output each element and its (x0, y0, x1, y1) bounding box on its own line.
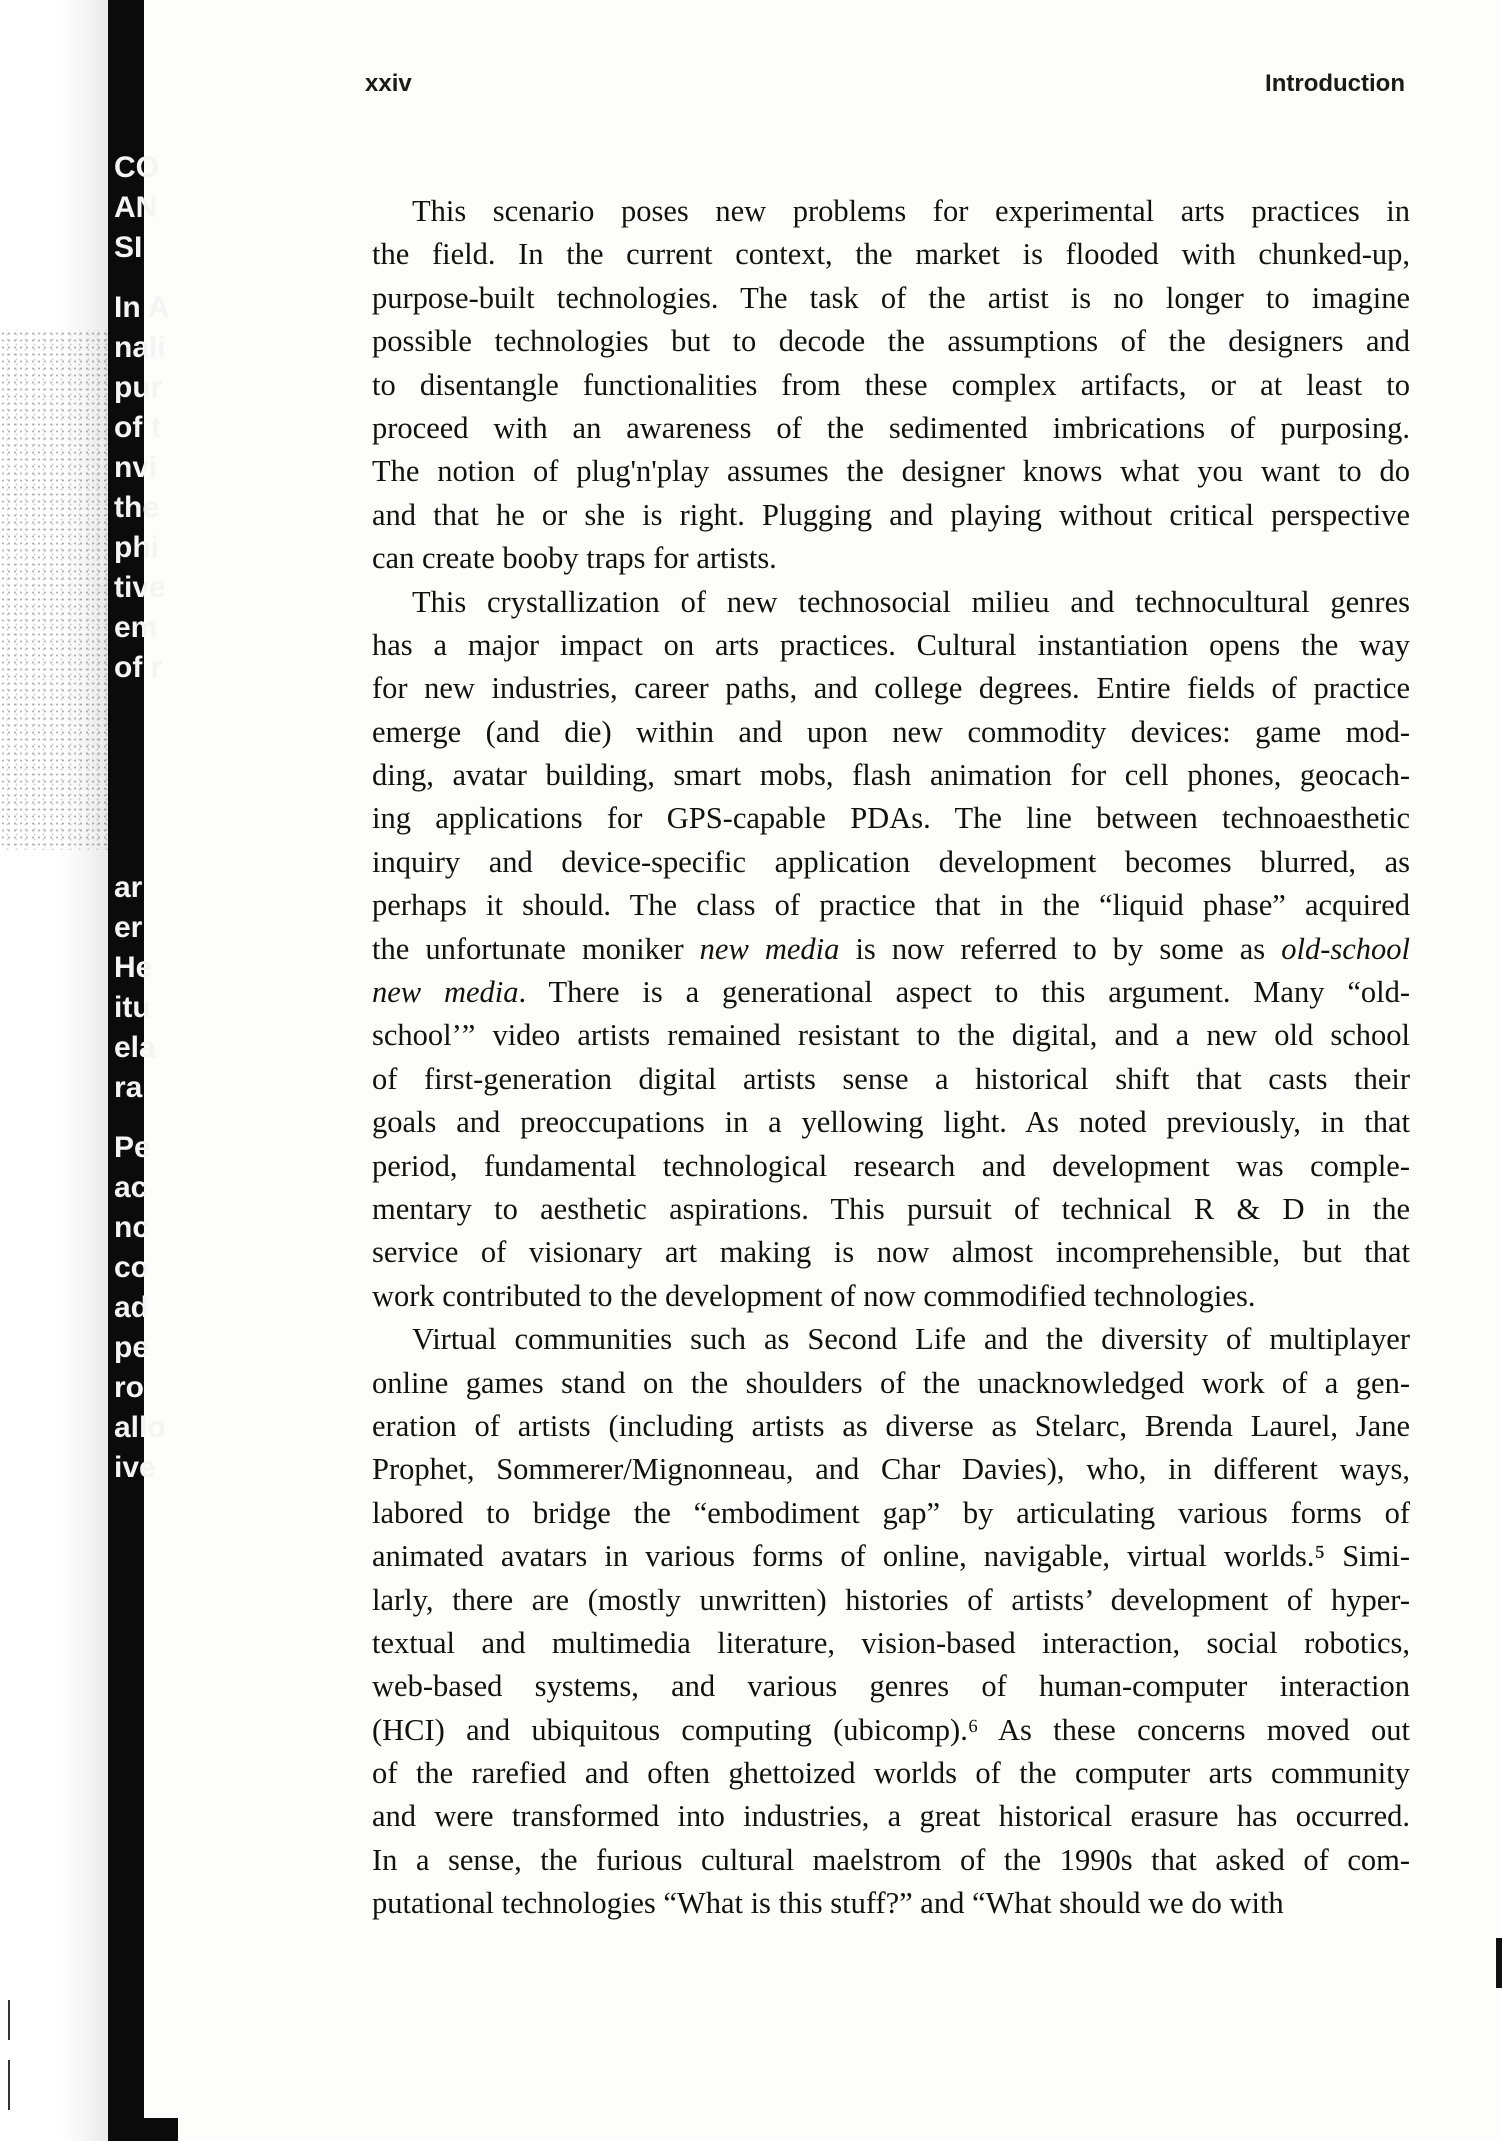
facing-page-fragment: ro (114, 1371, 144, 1404)
facing-page-fragment: co (114, 1251, 150, 1284)
facing-page-fragment: SI (114, 231, 143, 264)
text-line: new media. There is a generational aspect to this argument. Many “old- (372, 975, 1410, 1010)
text-line: perhaps it should. The class of practice that in the “liquid phase” acquired (372, 888, 1410, 923)
facing-page-fragment: tive (114, 571, 166, 604)
text-line: proceed with an awareness of the sedimented imbrications of purposing. (372, 410, 1410, 445)
chapter-title: Introduction (1265, 70, 1405, 97)
text-line: In a sense, the furious cultural maelstrom of the 1990s that asked of com- (372, 1842, 1410, 1877)
facing-page-fragment: of t (114, 411, 161, 444)
facing-page-fragment: nali (114, 331, 166, 364)
text-line: online games stand on the shoulders of the unacknowledged work of a gen- (372, 1365, 1410, 1400)
facing-page-fragment: ive (114, 1451, 156, 1484)
facing-page-fragment: ra (114, 1071, 143, 1104)
facing-page-fragment: of r (114, 651, 163, 684)
text-line: possible technologies but to decode the assumptions of the designers and (372, 324, 1410, 359)
text-line: purpose-built technologies. The task of the artist is no longer to imagine (372, 280, 1410, 315)
text-line: larly, there are (mostly unwritten) histories of artists’ development of hyper- (372, 1582, 1410, 1617)
text-line: This scenario poses new problems for experimental arts practices in (412, 194, 1410, 228)
text-line: period, fundamental technological research and development was comple- (372, 1148, 1410, 1183)
facing-page-fragment: AN (114, 191, 158, 224)
facing-page-fragment: ela (114, 1031, 156, 1064)
text-line: the field. In the current context, the market is flooded with chunked-up, (372, 237, 1410, 272)
scan-speckle-noise (0, 330, 110, 850)
body-text (372, 190, 1410, 1926)
text-line: has a major impact on arts practices. Cultural instantiation opens the way (372, 627, 1410, 662)
facing-page-fragment: pe (114, 1331, 150, 1364)
scan-dash-mark (8, 2060, 10, 2110)
facing-page-fragment: allo (114, 1411, 166, 1444)
text-line: emerge (and die) within and upon new commodity devices: game mod- (372, 714, 1410, 749)
text-line: school’” video artists remained resistant to the digital, and a new old school (372, 1018, 1410, 1053)
text-line: and that he or she is right. Plugging and playing without critical perspective (372, 497, 1410, 532)
facing-page-fragment: In A (114, 291, 170, 324)
running-header (365, 70, 1405, 110)
text-line: eration of artists (including artists as diverse as Stelarc, Brenda Laurel, Jane (372, 1408, 1410, 1443)
facing-page-fragment: ar (114, 871, 143, 904)
facing-page-fragment: CO (114, 151, 159, 184)
scan-edge-mark (1496, 1938, 1502, 1988)
text-line: of first-generation digital artists sense a historical shift that casts their (372, 1061, 1410, 1096)
text-line: work contributed to the development of now commodified technologies. (372, 1278, 1256, 1313)
paragraph (372, 1318, 1410, 1925)
facing-page-fragment: ad (114, 1291, 150, 1324)
facing-page-fragment: He (114, 951, 153, 984)
text-line: The notion of plug'n'play assumes the designer knows what you want to do (372, 454, 1410, 489)
text-line: Prophet, Sommerer/Mignonneau, and Char Davies), who, in different ways, (372, 1452, 1410, 1487)
text-line: textual and multimedia literature, vision-based interaction, social robotics, (372, 1625, 1410, 1660)
text-line: mentary to aesthetic aspirations. This pursuit of technical R & D in the (372, 1191, 1410, 1226)
text-line: service of visionary art making is now almost incomprehensible, but that (372, 1235, 1410, 1270)
facing-page-fragment: ac (114, 1171, 148, 1204)
text-line: can create booby traps for artists. (372, 541, 777, 576)
facing-page-fragment: er (114, 911, 143, 944)
text-line: animated avatars in various forms of online, navigable, virtual worlds.⁵ Simi- (372, 1539, 1410, 1574)
text-line: putational technologies “What is this stuff?” and “What should we do with (372, 1886, 1284, 1921)
facing-page-fragment: pur (114, 371, 163, 404)
text-line: and were transformed into industries, a great historical erasure has occurred. (372, 1799, 1410, 1834)
paragraph (372, 581, 1410, 1319)
text-line: goals and preoccupations in a yellowing light. As noted previously, in that (372, 1105, 1410, 1140)
facing-page-fragment: nvi (114, 451, 158, 484)
facing-page-fragment: em (114, 611, 158, 644)
scan-dash-mark (8, 2000, 10, 2040)
text-line: to disentangle functionalities from these complex artifacts, or at least to (372, 367, 1410, 402)
text-line: the unfortunate moniker new media is now referred to by some as old-school (372, 931, 1410, 966)
text-line: web-based systems, and various genres of human-computer interaction (372, 1669, 1410, 1704)
text-line: inquiry and device-specific application development becomes blurred, as (372, 844, 1410, 879)
text-line: (HCI) and ubiquitous computing (ubicomp).⁶ As these concerns moved out (372, 1712, 1410, 1747)
facing-page-fragment: Pe (114, 1131, 151, 1164)
facing-page-bleed-bottom (118, 2118, 178, 2141)
text-line: ing applications for GPS-capable PDAs. The line between technoaesthetic (372, 801, 1410, 836)
facing-page-fragment: nc (114, 1211, 150, 1244)
text-line: for new industries, career paths, and college degrees. Entire fields of practice (372, 671, 1410, 706)
text-line: labored to bridge the “embodiment gap” by articulating various forms of (372, 1495, 1410, 1530)
facing-page-fragment: phi (114, 531, 159, 564)
paragraph (372, 190, 1410, 581)
facing-page-fragment: itu (114, 991, 151, 1024)
text-line: ding, avatar building, smart mobs, flash animation for cell phones, geocach- (372, 758, 1410, 793)
facing-page-fragment: the (114, 491, 159, 524)
text-line: of the rarefied and often ghettoized worlds of the computer arts community (372, 1756, 1410, 1791)
scan-margin-shadow (0, 0, 108, 2141)
text-line: This crystallization of new technosocial milieu and technocultural genres (412, 584, 1410, 619)
text-line: Virtual communities such as Second Life and the diversity of multiplayer (412, 1322, 1410, 1357)
page-number: xxiv (365, 70, 412, 97)
